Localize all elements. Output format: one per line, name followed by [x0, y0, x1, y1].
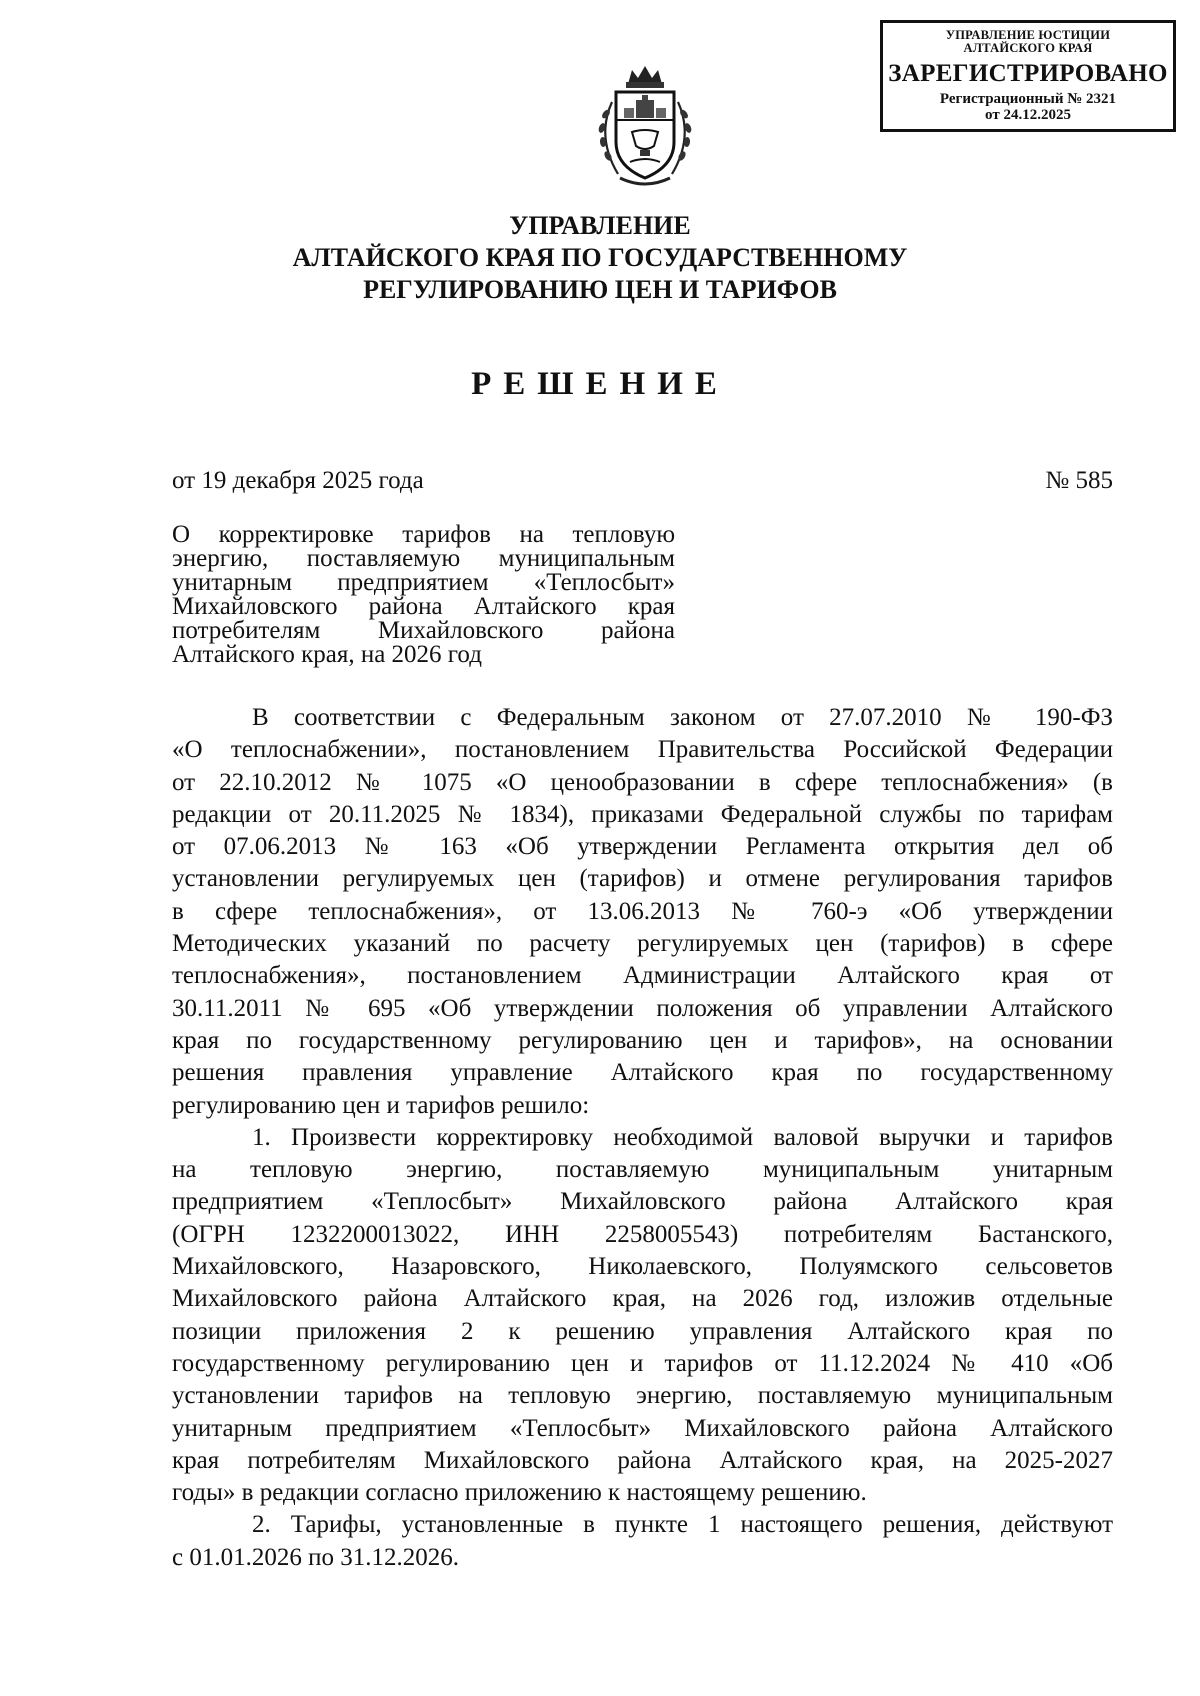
coat-of-arms-icon	[590, 62, 700, 192]
body-line: годы» в редакции согласно приложению к настоящему решению.	[172, 1479, 867, 1507]
body-line: регулированию цен и тарифов решило:	[172, 1091, 590, 1119]
body-line: края по государственному регулированию цен и тарифов», на основании	[172, 1026, 1113, 1054]
body-line: государственному регулированию цен и тарифов от 11.12.2024 № 410 «Об	[172, 1349, 1113, 1377]
agency-line-1: УПРАВЛЕНИЕ	[509, 211, 691, 240]
body-line: Методических указаний по расчету регулируемых цен (тарифов) в сфере	[172, 930, 1113, 958]
body-line: решения правления управление Алтайского края по государственному	[172, 1059, 1113, 1087]
body-line: 1. Произвести корректировку необходимой валовой выручки и тарифов	[252, 1123, 1113, 1151]
stamp-status: ЗАРЕГИСТРИРОВАНО	[888, 60, 1168, 88]
document-body	[172, 702, 1113, 1574]
subject-line: унитарным предприятием «Теплосбыт»	[172, 569, 675, 596]
body-line: позиции приложения 2 к решению управления Алтайского края по	[172, 1317, 1113, 1345]
agency-line-3: РЕГУЛИРОВАНИЮ ЦЕН И ТАРИФОВ	[363, 275, 837, 304]
subject-line: энергию, поставляемую муниципальным	[172, 545, 675, 572]
body-line: (ОГРН 1232200013022, ИНН 2258005543) потребителям Бастанского,	[172, 1220, 1113, 1248]
body-line: «О теплоснабжении», постановлением Правительства Российской Федерации	[172, 736, 1113, 764]
body-line: установлении тарифов на тепловую энергию, поставляемую муниципальным	[172, 1382, 1113, 1410]
body-line: в сфере теплоснабжения», от 13.06.2013 № 760-э «Об утверждении	[172, 897, 1113, 925]
subject-line: Михайловского района Алтайского края	[172, 593, 675, 620]
body-line: 2. Тарифы, установленные в пункте 1 настоящего решения, действуют	[252, 1511, 1113, 1539]
stamp-org-line2: АЛТАЙСКОГО КРАЯ	[963, 41, 1093, 56]
body-line: 30.11.2011 № 695 «Об утверждении положения об управлении Алтайского	[172, 994, 1113, 1022]
document-subject	[172, 523, 675, 667]
registration-stamp	[880, 20, 1176, 132]
body-line: Михайловского, Назаровского, Николаевского, Полуямского сельсоветов	[172, 1253, 1113, 1281]
document-type-title: РЕШЕНИЕ	[471, 366, 729, 402]
body-line: предприятием «Теплосбыт» Михайловского района Алтайского края	[172, 1188, 1113, 1216]
subject-line: Алтайского края, на 2026 год	[172, 641, 482, 668]
stamp-reg-number: Регистрационный № 2321	[939, 90, 1117, 107]
stamp-reg-date: от 24.12.2025	[985, 107, 1071, 124]
body-line: от 22.10.2012 № 1075 «О ценообразовании в сфере теплоснабжения» (в	[172, 768, 1113, 796]
agency-name	[200, 210, 1000, 306]
stamp-org-line1: УПРАВЛЕНИЕ ЮСТИЦИИ	[945, 28, 1111, 42]
body-line: установлении регулируемых цен (тарифов) и отмене регулирования тарифов	[172, 865, 1113, 893]
body-line: редакции от 20.11.2025 № 1834), приказами Федеральной службы по тарифам	[172, 800, 1113, 828]
body-line: В соответствии с Федеральным законом от 27.07.2010 № 190-ФЗ	[252, 704, 1113, 731]
body-line: Михайловского района Алтайского края, на 2026 год, изложив отдельные	[172, 1285, 1113, 1313]
body-line: унитарным предприятием «Теплосбыт» Михайловского района Алтайского	[172, 1414, 1113, 1442]
body-line: от 07.06.2013 № 163 «Об утверждении Регламента открытия дел об	[172, 833, 1113, 861]
agency-line-2: АЛТАЙСКОГО КРАЯ ПО ГОСУДАРСТВЕННОМУ	[292, 243, 908, 272]
body-line: на тепловую энергию, поставляемую муниципальным унитарным	[172, 1156, 1113, 1184]
body-line: края потребителям Михайловского района Алтайского края, на 2025-2027	[172, 1446, 1113, 1474]
document-date: от 19 декабря 2025 года	[172, 467, 424, 494]
document-number: № 585	[1045, 467, 1113, 494]
subject-line: потребителям Михайловского района	[172, 617, 675, 644]
body-line: теплоснабжения», постановлением Администрации Алтайского края от	[172, 962, 1113, 990]
body-line: с 01.01.2026 по 31.12.2026.	[172, 1543, 459, 1571]
subject-line: О корректировке тарифов на тепловую	[172, 521, 675, 548]
